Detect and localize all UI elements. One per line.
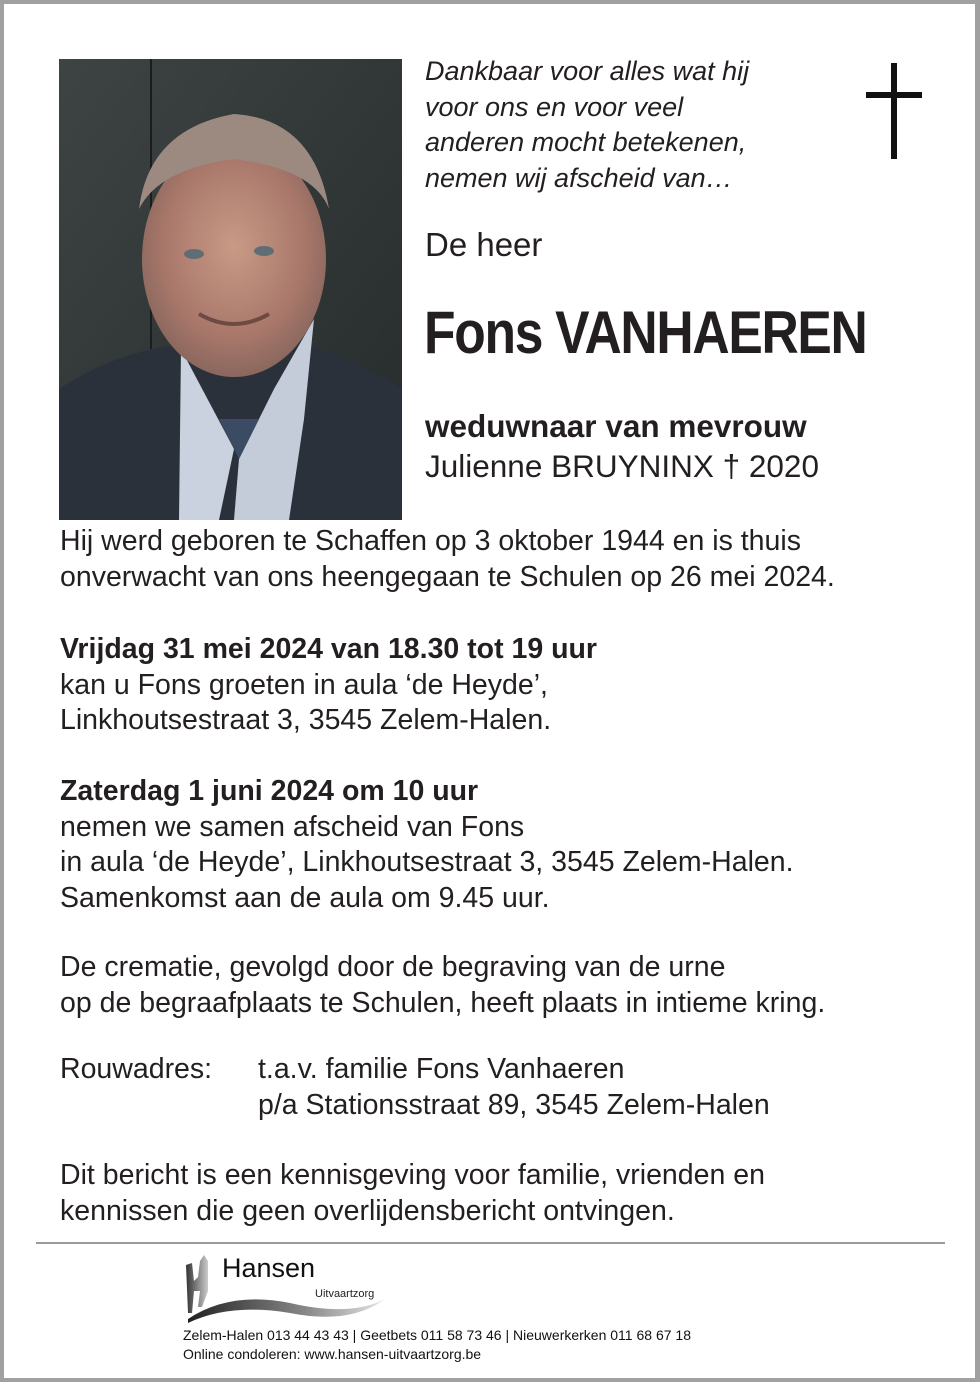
text-line: kan u Fons groeten in aula ‘de Heyde’,: [60, 668, 548, 701]
visitation-paragraph: [60, 632, 597, 739]
spouse-line: weduwnaar van mevrouw: [425, 408, 807, 444]
text-line: Linkhoutsestraat 3, 3545 Zelem-Halen.: [60, 704, 552, 736]
text-line: Hij werd geboren te Schaffen op 3 oktober 1944 en is thuis: [60, 525, 801, 557]
portrait-photo: [59, 59, 402, 520]
closing-paragraph: [60, 1158, 765, 1229]
logo-name: Hansen: [222, 1253, 316, 1283]
footer-divider: [36, 1242, 945, 1244]
funeral-home-logo: [180, 1251, 390, 1323]
portrait-image: [59, 59, 402, 520]
cross-icon: [866, 63, 922, 159]
intro-line: voor ons en voor veel: [425, 91, 684, 122]
text-line: Dit bericht is een kennisgeving voor familie, vrienden en: [60, 1159, 765, 1191]
visitation-heading: Vrijdag 31 mei 2024 van 18.30 tot 19 uur: [60, 633, 598, 665]
text-line: onverwacht van ons heengegaan te Schulen op 26 mei 2024.: [60, 560, 835, 593]
mourning-address: [60, 1052, 770, 1123]
deceased-name: Fons VANHAEREN: [424, 299, 867, 366]
text-line: p/a Stationsstraat 89, 3545 Zelem-Halen: [258, 1088, 770, 1121]
text-line: De crematie, gevolgd door de begraving van de urne: [60, 951, 726, 983]
farewell-paragraph: [60, 774, 794, 916]
intro-line: nemen wij afscheid van…: [425, 162, 733, 193]
obituary-card: [4, 4, 975, 1378]
footer-contacts: [183, 1326, 691, 1363]
mourning-address-label: Rouwadres:: [60, 1053, 213, 1085]
text-line: op de begraafplaats te Schulen, heeft plaats in intieme kring.: [60, 986, 826, 1019]
birth-death-paragraph: [60, 524, 835, 595]
text-line: in aula ‘de Heyde’, Linkhoutsestraat 3, 3545 Zelem-Halen.: [60, 846, 794, 878]
text-line: Samenkomst aan de aula om 9.45 uur.: [60, 881, 550, 914]
intro-line: anderen mocht betekenen,: [425, 127, 747, 157]
online-condolences-link[interactable]: Online condoleren: www.hansen-uitvaartzorg.be: [183, 1345, 482, 1362]
spouse-info: [425, 406, 819, 486]
spouse-line: Julienne BRUYNINX † 2020: [425, 448, 819, 484]
text-line: nemen we samen afscheid van Fons: [60, 810, 525, 843]
logo-subtitle: Uitvaartzorg: [315, 1288, 375, 1300]
intro-line: Dankbaar voor alles wat hij: [425, 56, 750, 86]
intro-quote: [425, 54, 749, 196]
text-line: t.a.v. familie Fons Vanhaeren: [258, 1053, 625, 1085]
cremation-paragraph: [60, 950, 825, 1021]
text-line: kennissen die geen overlijdensbericht ontvingen.: [60, 1194, 675, 1227]
honorific: De heer: [425, 226, 543, 263]
phone-numbers: Zelem-Halen 013 44 43 43 | Geetbets 011 58 73 46 | Nieuwerkerken 011 68 67 18: [183, 1327, 691, 1343]
farewell-heading: Zaterdag 1 juni 2024 om 10 uur: [60, 775, 479, 807]
